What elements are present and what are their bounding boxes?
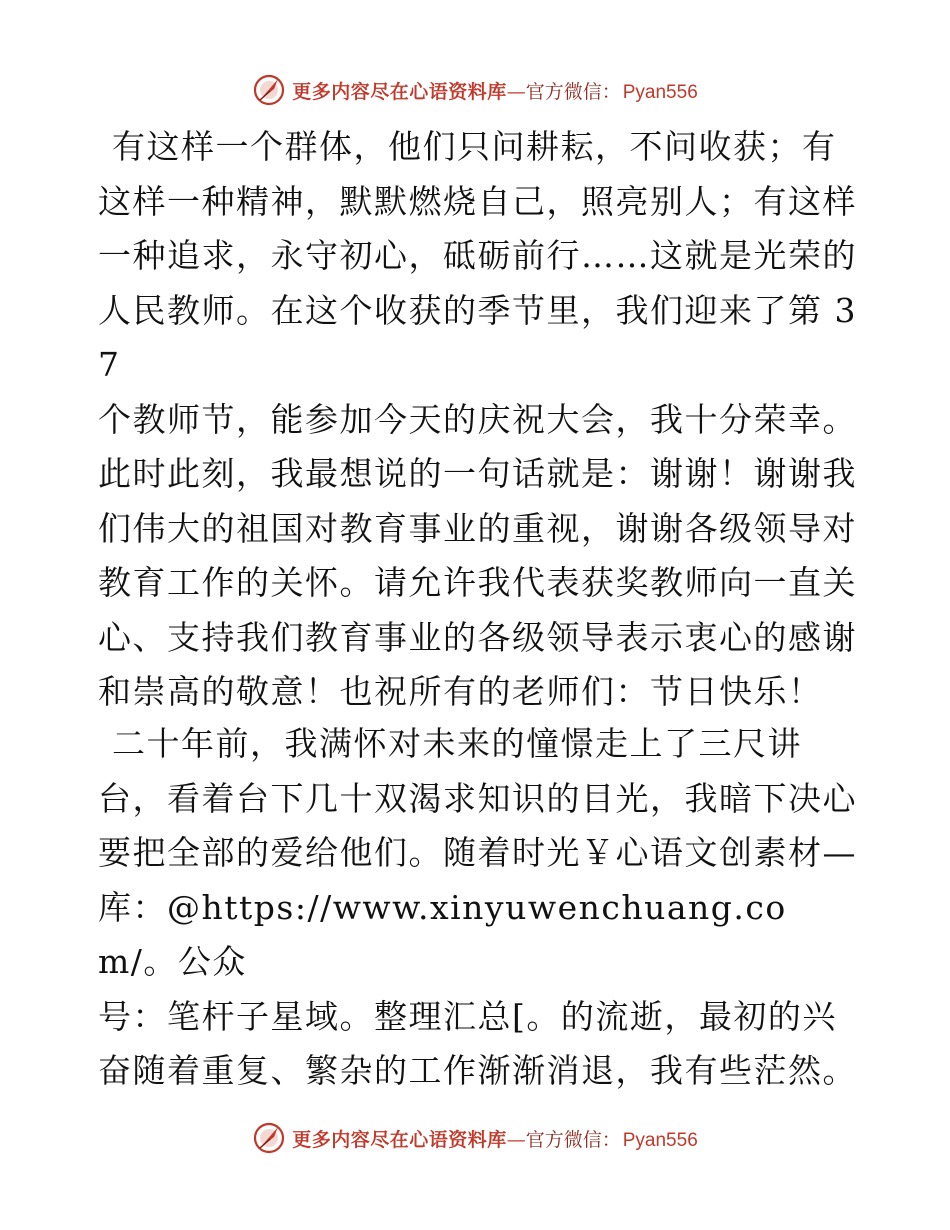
text-line: 和崇高的敬意！也祝所有的老师们：节日快乐！ — [98, 672, 823, 711]
text-line: 此时此刻，我最想说的一句话就是：谢谢！谢谢我 — [98, 454, 857, 493]
banner-text — [292, 77, 698, 104]
quill-pen-logo-icon — [252, 1121, 286, 1155]
banner-separator: — — [506, 1128, 526, 1151]
banner-text — [292, 1125, 698, 1152]
banner-wechat-label: 官方微信： — [525, 1128, 621, 1151]
footer-banner — [0, 1118, 950, 1158]
banner-main-text: 更多内容尽在心语资料库 — [292, 80, 507, 103]
text-line: 一种追求，永守初心，砥砺前行……这就是光荣的 — [98, 236, 857, 275]
text-line: 库：@https://www.xinyuwenchuang.com/。公众 — [98, 887, 787, 981]
text-line: 号：笔杆子星域。整理汇总[。的流逝，最初的兴 — [98, 996, 837, 1036]
paragraph-1 — [98, 120, 858, 720]
text-line: 奋随着重复、繁杂的工作渐渐消退，我有些茫然。 — [98, 1051, 857, 1090]
banner-wechat-label: 官方微信： — [525, 80, 621, 103]
text-line: 这样一种精神，默默燃烧自己，照亮别人；有这样 — [98, 181, 857, 221]
text-line: 台，看着台下几十双渴求知识的目光，我暗下决心 — [98, 778, 857, 818]
banner-main-text: 更多内容尽在心语资料库 — [292, 1128, 507, 1151]
header-banner — [0, 70, 950, 110]
text-line: 心、支持我们教育事业的各级领导表示衷心的感谢 — [98, 617, 857, 657]
text-line: 们伟大的祖国对教育事业的重视，谢谢各级领导对 — [98, 508, 857, 548]
quill-pen-logo-icon — [252, 73, 286, 107]
text-line: 二十年前，我满怀对未来的憧憬走上了三尺讲 — [112, 724, 802, 763]
text-line: 教育工作的关怀。请允许我代表获奖教师向一直关 — [98, 563, 857, 602]
paragraph-2 — [98, 717, 858, 1099]
banner-separator: — — [506, 80, 526, 103]
banner-wechat-id: Pyan556 — [622, 81, 698, 103]
text-line: 个教师节，能参加今天的庆祝大会，我十分荣幸。 — [98, 399, 857, 439]
text-line: 要把全部的爱给他们。随着时光￥心语文创素材— — [98, 833, 857, 872]
text-line: 有这样一个群体，他们只问耕耘，不问收获；有 — [112, 127, 837, 166]
text-line: 人民教师。在这个收获的季节里，我们迎来了第 37 — [98, 290, 857, 384]
banner-wechat-id: Pyan556 — [622, 1129, 698, 1151]
